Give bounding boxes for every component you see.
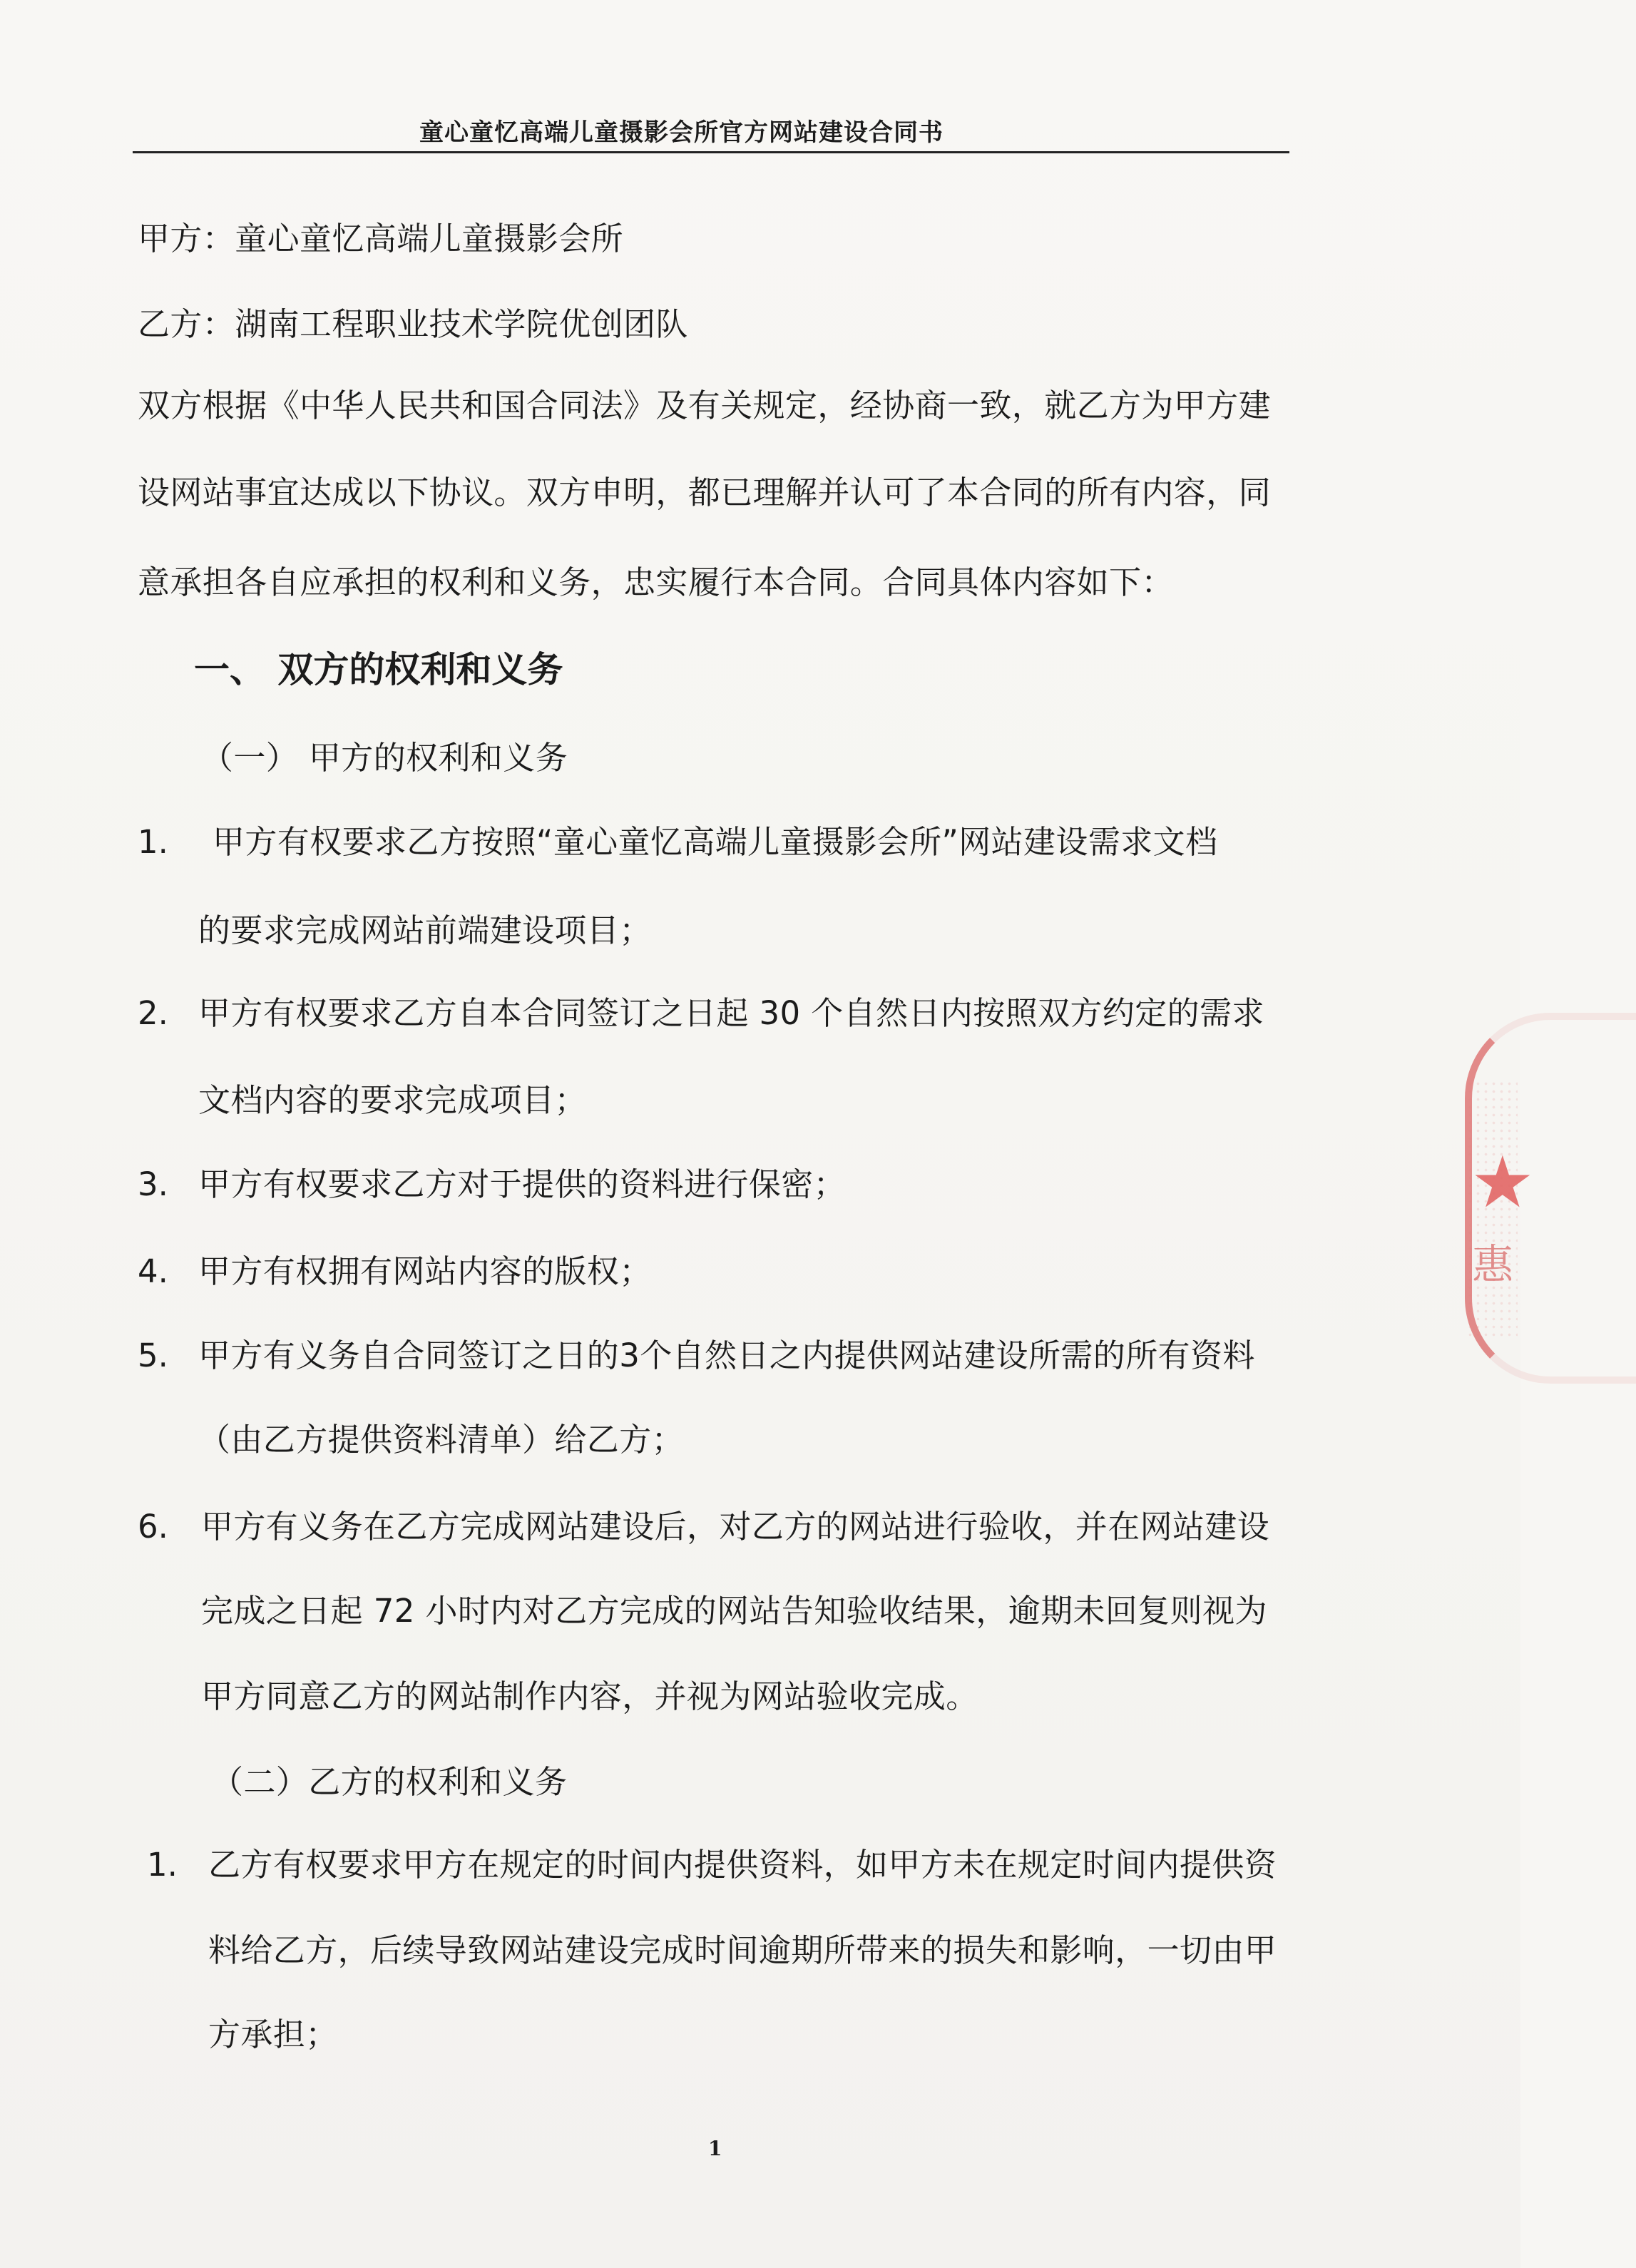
list-item-line: 甲方有权要求乙方对于提供的资料进行保密； xyxy=(198,1165,847,1203)
page-number: 1 xyxy=(708,2137,722,2160)
list-item-line: 文档内容的要求完成项目； xyxy=(198,1081,587,1119)
intro-line-2: 设网站事宜达成以下协议。双方申明，都已理解并认可了本合同的所有内容，同 xyxy=(138,474,1272,511)
intro-line-1: 双方根据《中华人民共和国合同法》及有关规定，经协商一致，就乙方为甲方建 xyxy=(138,387,1272,424)
header-rule xyxy=(133,151,1289,153)
star-icon: ★ xyxy=(1471,1140,1535,1224)
stamp-text: 惠 xyxy=(1472,1240,1514,1289)
list-item-line: 方承担； xyxy=(208,2016,338,2053)
list-item-line: 甲方有权要求乙方按照“童心童忆高端儿童摄影会所”网站建设需求文档 xyxy=(213,823,1218,861)
header-title: 童心童忆高端儿童摄影会所官方网站建设合同书 xyxy=(419,118,944,147)
list-item-line: 乙方有权要求甲方在规定的时间内提供资料，如甲方未在规定时间内提供资 xyxy=(208,1846,1277,1884)
list-number: 5. xyxy=(138,1337,168,1374)
list-number: 3. xyxy=(138,1165,168,1203)
list-number: 6. xyxy=(138,1508,168,1546)
list-item-line: 甲方同意乙方的网站制作内容，并视为网站验收完成。 xyxy=(201,1677,978,1715)
list-number: 1. xyxy=(138,823,168,861)
list-number: 4. xyxy=(138,1252,168,1290)
list-item-line: （由乙方提供资料清单）给乙方； xyxy=(198,1421,685,1459)
list-item-line: 甲方有义务在乙方完成网站建设后，对乙方的网站进行验收，并在网站建设 xyxy=(201,1508,1270,1546)
list-item-line: 甲方有义务自合同签订之日的3个自然日之内提供网站建设所需的所有资料 xyxy=(198,1337,1255,1374)
red-seal-stamp xyxy=(1465,1013,1535,1384)
list-item-line: 料给乙方，后续导致网站建设完成时间逾期所带来的损失和影响，一切由甲 xyxy=(208,1931,1277,1969)
list-item-line: 的要求完成网站前端建设项目； xyxy=(198,911,652,949)
subsection-heading-party-a: （一） 甲方的权利和义务 xyxy=(201,739,568,777)
subsection-heading-party-b: （二）乙方的权利和义务 xyxy=(211,1763,568,1801)
section-heading-rights-and-obligations: 一、 双方的权利和义务 xyxy=(194,649,563,690)
party-a: 甲方：童心童忆高端儿童摄影会所 xyxy=(138,220,624,257)
list-item-line: 完成之日起 72 小时内对乙方完成的网站告知验收结果，逾期未回复则视为 xyxy=(201,1592,1267,1630)
party-b: 乙方：湖南工程职业技术学院优创团队 xyxy=(138,305,688,343)
list-item-line: 甲方有权拥有网站内容的版权； xyxy=(198,1252,652,1290)
list-number: 2. xyxy=(138,994,168,1032)
list-number: 1. xyxy=(147,1846,178,1884)
list-item-line: 甲方有权要求乙方自本合同签订之日起 30 个自然日内按照双方约定的需求 xyxy=(198,994,1264,1032)
intro-line-3: 意承担各自应承担的权利和义务，忠实履行本合同。合同具体内容如下： xyxy=(138,563,1174,601)
